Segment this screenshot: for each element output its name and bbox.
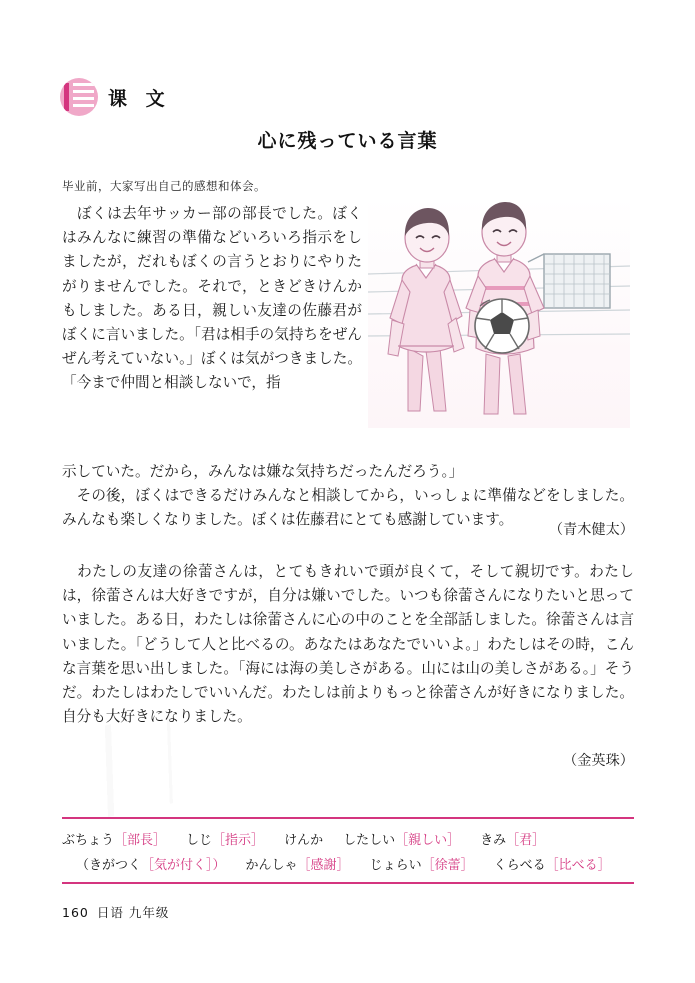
vocabulary-line-1 — [62, 828, 634, 853]
vocabulary-rule-top — [62, 817, 634, 819]
passage-1-tail-paragraph: その後，ぼくはできるだけみんなと相談してから，いっしょに準備などをしました。みんなも楽しくなりました。ぼくは佐藤君にとても感謝しています。 — [62, 488, 634, 529]
chinese-note: 毕业前，大家写出自己的感想和体会。 — [62, 179, 266, 193]
vocabulary-line-2 — [62, 853, 634, 878]
passage-2: わたしの友達の徐蕾さんは，とてもきれいで頭が良くて，そして親切です。わたしは，徐蕾さんは大好きですが，自分は嫌いでした。いつも徐蕾さんになりたいと思っていました。ある日，わたしは徐蕾さんに心の中のことを全部話しました。徐蕾さんは言いました。「どうして人と比べるの。あなたはあなたでいいよ。」わたしはその時，こんな言葉を思い出しました。「海には海の美しさがある。山には山の美しさがある。」そうだ。わたしはわたしでいいんだ。わたしは前よりもっと徐蕾さんが好きになりました。自分も大好きになりました。 — [62, 564, 634, 726]
passage-1-tail-line: 示していた。だから，みんなは嫌な気持ちだったんだろう。」 — [62, 464, 464, 480]
page-number: 160 — [62, 905, 89, 920]
passage-1-byline: （青木健太） — [548, 522, 634, 538]
vocabulary-item: じょらい［徐蕾］ — [369, 858, 474, 873]
vocabulary-item: かんしゃ［感謝］ — [245, 858, 350, 873]
passage-2-byline: （金英珠） — [563, 753, 634, 769]
book-title: 日语 九年级 — [96, 905, 170, 920]
vocabulary-item: （きがつく［気が付く］） — [76, 858, 226, 873]
page-title: 心に残っている言葉 — [257, 130, 438, 152]
book-icon — [60, 78, 98, 116]
vocabulary-item: しじ［指示］ — [186, 833, 265, 848]
vocabulary-item: けんか — [284, 833, 324, 848]
section-title: 课 文 — [108, 87, 171, 110]
vocabulary-list — [62, 828, 634, 878]
section-header — [60, 78, 171, 116]
passage-1-column: ぼくは去年サッカー部の部長でした。ぼくはみんなに練習の準備などいろいろ指示をしましたが，だれもぼくの言うとおりにやりたがりませんでした。それで，ときどきけんかもしました。ある日，親しい友達の佐藤君がぼくに言いました。「君は相手の気持ちをぜんぜん考えていない。」ぼくは気がつきました。「今まで仲間と相談しないで，指 — [62, 206, 362, 392]
vocabulary-item: したしい［親しい］ — [343, 833, 461, 848]
vocabulary-rule-bottom — [62, 882, 634, 884]
vocabulary-item: くらべる［比べる］ — [493, 858, 611, 873]
illustration-two-boys-with-soccer-ball — [368, 196, 630, 428]
vocabulary-item: ぶちょう［部長］ — [62, 833, 167, 848]
page-footer — [62, 903, 169, 921]
vocabulary-item: きみ［君］ — [480, 833, 546, 848]
